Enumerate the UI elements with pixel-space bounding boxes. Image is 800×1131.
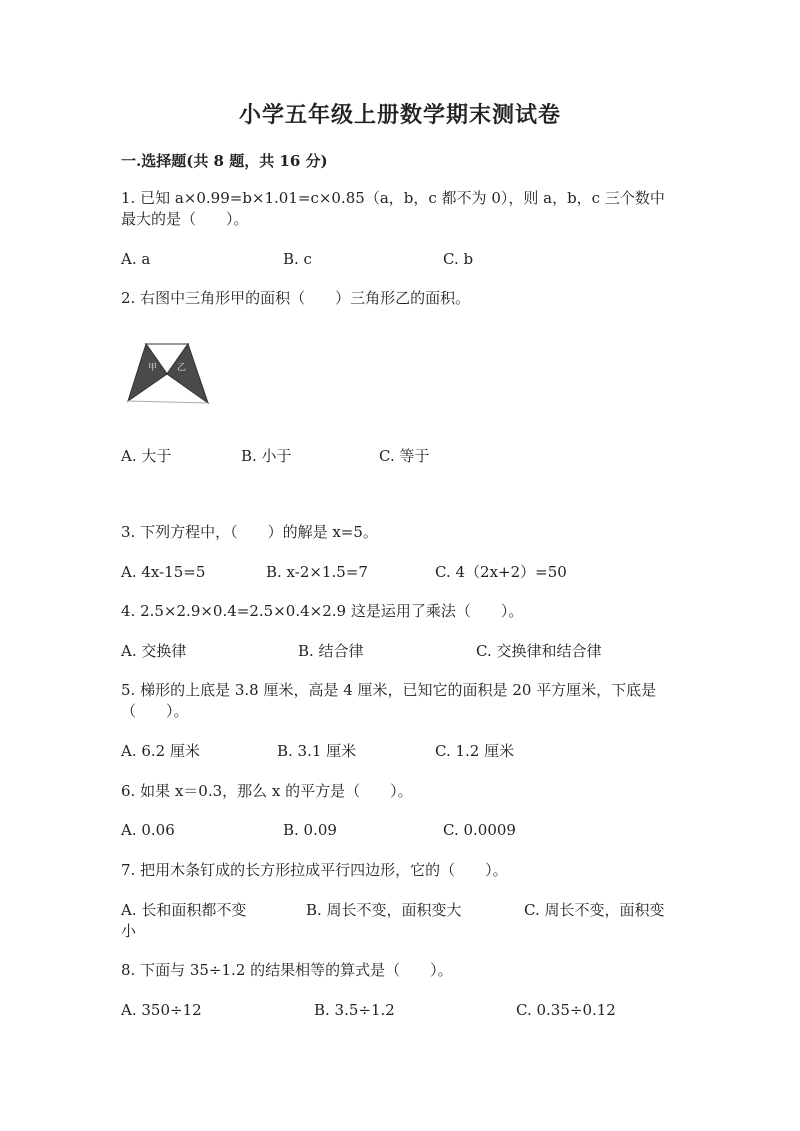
- q6-option-c[interactable]: C. 0.0009: [443, 821, 516, 839]
- question-1-text-cont: 最大的是（ ）。: [121, 210, 249, 228]
- question-7-text: 7. 把用木条钉成的长方形拉成平行四边形，它的（ ）。: [121, 861, 508, 879]
- q3-option-a[interactable]: A. 4x-15=5: [121, 563, 206, 581]
- q1-option-c[interactable]: C. b: [443, 250, 474, 268]
- q8-option-c[interactable]: C. 0.35÷0.12: [516, 1001, 616, 1019]
- q7-option-b[interactable]: B. 周长不变，面积变大: [306, 901, 462, 919]
- q4-option-b[interactable]: B. 结合律: [298, 642, 364, 660]
- question-5-text-cont: （ ）。: [121, 702, 189, 720]
- q4-option-a[interactable]: A. 交换律: [121, 642, 187, 660]
- q2-option-b[interactable]: B. 小于: [241, 447, 292, 465]
- q3-option-c[interactable]: C. 4（2x+2）=50: [435, 563, 567, 581]
- question-5-text: 5. 梯形的上底是 3.8 厘米，高是 4 厘米，已知它的面积是 20 平方厘米，下底是: [121, 681, 657, 699]
- q5-option-c[interactable]: C. 1.2 厘米: [435, 742, 515, 760]
- question-1-text: 1. 已知 a×0.99=b×1.01=c×0.85（a，b，c 都不为 0），则 a，b，c 三个数中: [121, 189, 665, 207]
- q1-option-a[interactable]: A. a: [121, 250, 151, 268]
- q3-option-b[interactable]: B. x-2×1.5=7: [266, 563, 368, 581]
- q2-option-c[interactable]: C. 等于: [379, 447, 430, 465]
- page-title: 小学五年级上册数学期末测试卷: [238, 102, 561, 128]
- q5-option-b[interactable]: B. 3.1 厘米: [277, 742, 357, 760]
- section-heading: 一.选择题(共 8 题，共 16 分): [121, 152, 328, 170]
- q5-option-a[interactable]: A. 6.2 厘米: [121, 742, 200, 760]
- q8-option-a[interactable]: A. 350÷12: [121, 1001, 202, 1019]
- q1-option-b[interactable]: B. c: [283, 250, 312, 268]
- q6-option-a[interactable]: A. 0.06: [121, 821, 175, 839]
- q2-option-a[interactable]: A. 大于: [121, 447, 172, 465]
- base-line: [128, 401, 208, 403]
- q8-option-b[interactable]: B. 3.5÷1.2: [314, 1001, 395, 1019]
- q6-option-b[interactable]: B. 0.09: [283, 821, 337, 839]
- label-yi: 乙: [177, 363, 187, 373]
- q7-option-c[interactable]: C. 周长不变，面积变: [524, 901, 665, 919]
- question-4-text: 4. 2.5×2.9×0.4=2.5×0.4×2.9 这是运用了乘法（ ）。: [121, 602, 524, 620]
- label-jia: 甲: [148, 363, 158, 373]
- question-3-text: 3. 下列方程中，（ ）的解是 x=5。: [121, 523, 378, 541]
- triangle-yi: [167, 344, 208, 403]
- question-2-text: 2. 右图中三角形甲的面积（ ）三角形乙的面积。: [121, 289, 471, 307]
- q7-option-c-cont: 小: [121, 922, 137, 940]
- q7-option-a[interactable]: A. 长和面积都不变: [121, 901, 247, 919]
- question-6-text: 6. 如果 x＝0.3，那么 x 的平方是（ ）。: [121, 782, 413, 800]
- triangles-figure: [124, 340, 214, 406]
- question-8-text: 8. 下面与 35÷1.2 的结果相等的算式是（ ）。: [121, 961, 453, 979]
- q4-option-c[interactable]: C. 交换律和结合律: [476, 642, 602, 660]
